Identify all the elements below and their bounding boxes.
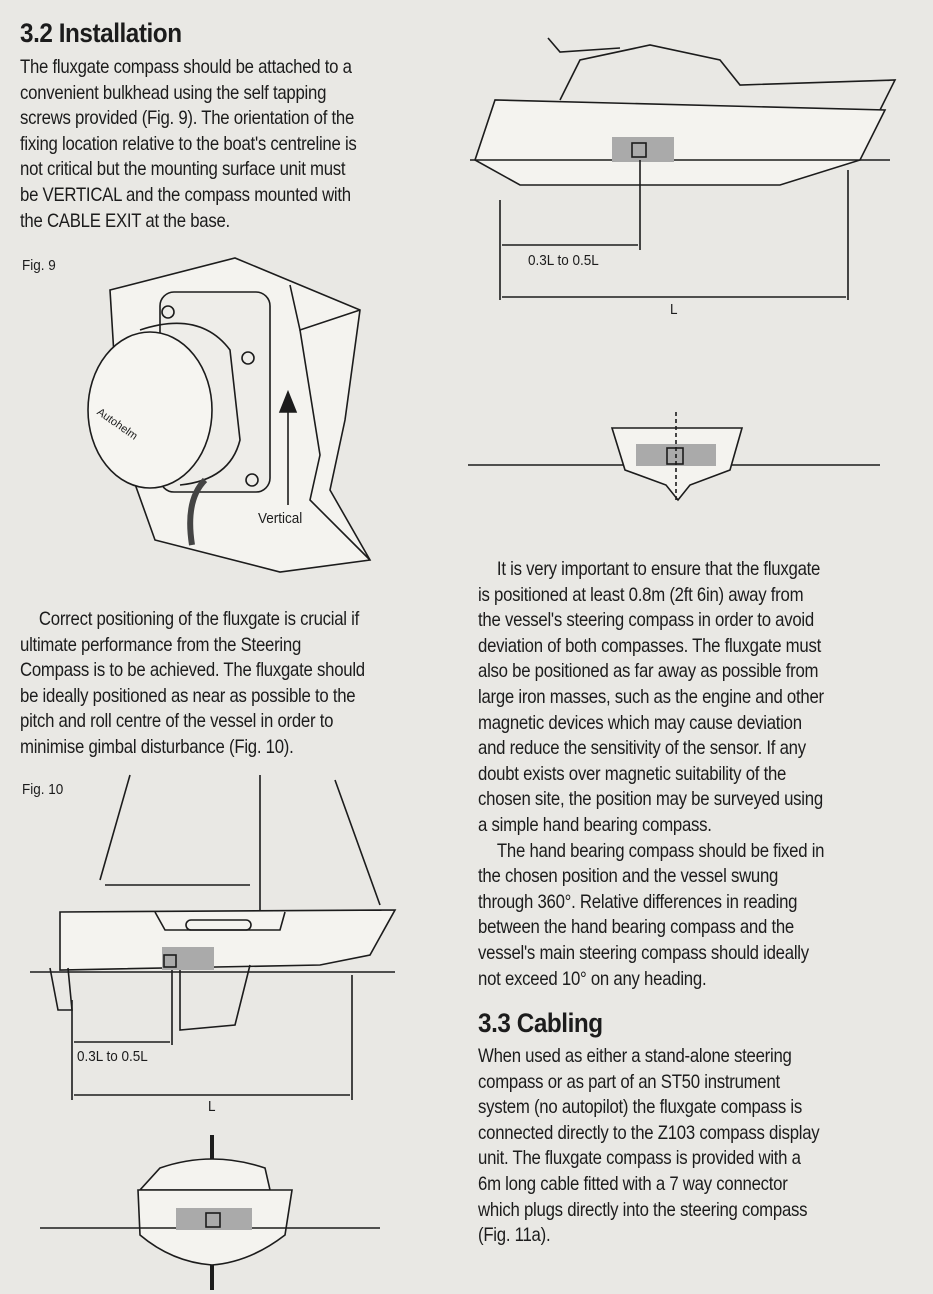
- powerboat-dimension-short: 0.3L to 0.5L: [528, 252, 599, 269]
- text-line: doubt exists over magnetic suitability of the: [478, 762, 787, 785]
- powerboat-section-drawing: [468, 412, 880, 500]
- fig9-fluxgate-compass-drawing: [88, 258, 370, 572]
- powerboat-dimension-long: L: [670, 301, 678, 318]
- installation-paragraph: [20, 55, 357, 234]
- vertical-label: Vertical: [258, 510, 303, 527]
- section-heading-installation: 3.2 Installation: [20, 18, 182, 48]
- compass-brand-label: Autohelm: [94, 406, 140, 443]
- text-line: (Fig. 11a).: [478, 1224, 551, 1247]
- text-line: convenient bulkhead using the self tapping: [20, 81, 327, 104]
- fig10-dimension-short: 0.3L to 0.5L: [77, 1048, 148, 1065]
- text-line: magnetic devices which may cause deviation: [478, 711, 802, 734]
- fig10-dimension-long: L: [208, 1098, 216, 1115]
- text-line: unit. The fluxgate compass is provided with a: [478, 1147, 801, 1170]
- text-line: vessel's main steering compass should ideally: [478, 941, 809, 964]
- text-line: not exceed 10° on any heading.: [478, 967, 707, 990]
- fig9-caption: Fig. 9: [22, 257, 56, 274]
- text-line: the chosen position and the vessel swung: [478, 865, 779, 888]
- text-line: and reduce the sensitivity of the sensor. If any: [478, 737, 806, 760]
- separation-paragraph: [478, 557, 824, 992]
- text-line: also be positioned as far away as possible from: [478, 660, 819, 683]
- text-line: a simple hand bearing compass.: [478, 813, 712, 836]
- text-line: which plugs directly into the steering compass: [478, 1198, 808, 1221]
- text-line: 6m long cable fitted with a 7 way connector: [478, 1172, 788, 1195]
- text-line: is positioned at least 0.8m (2ft 6in) away from: [478, 583, 804, 606]
- text-line: It is very important to ensure that the fluxgate: [496, 558, 821, 580]
- cabling-paragraph: [478, 1044, 819, 1249]
- text-line: The fluxgate compass should be attached to a: [20, 56, 352, 78]
- text-line: The hand bearing compass should be fixed in: [496, 839, 825, 862]
- text-line: through 360°. Relative differences in reading: [478, 890, 798, 913]
- text-line: connected directly to the Z103 compass display: [478, 1121, 820, 1144]
- text-line: system (no autopilot) the fluxgate compass is: [478, 1096, 802, 1119]
- sailboat-section-drawing: [40, 1135, 380, 1290]
- text-line: deviation of both compasses. The fluxgate must: [478, 634, 821, 657]
- text-line: pitch and roll centre of the vessel in order to: [20, 710, 334, 733]
- text-line: be ideally positioned as near as possible to the: [20, 684, 356, 707]
- text-line: not critical but the mounting surface unit must: [20, 158, 346, 181]
- text-line: the CABLE EXIT at the base.: [20, 209, 230, 232]
- text-line: large iron masses, such as the engine and other: [478, 685, 824, 708]
- fig10-caption: Fig. 10: [22, 781, 64, 798]
- section-heading-cabling: 3.3 Cabling: [478, 1008, 603, 1038]
- text-line: fixing location relative to the boat's centreline is: [20, 132, 357, 155]
- text-line: When used as either a stand-alone steering: [478, 1045, 792, 1067]
- text-line: chosen site, the position may be surveyed using: [478, 788, 823, 811]
- text-line: Correct positioning of the fluxgate is crucial if: [38, 608, 360, 630]
- text-line: between the hand bearing compass and the: [478, 916, 795, 939]
- positioning-paragraph: [20, 607, 365, 761]
- text-line: minimise gimbal disturbance (Fig. 10).: [20, 735, 294, 758]
- text-line: be VERTICAL and the compass mounted with: [20, 183, 351, 206]
- text-line: screws provided (Fig. 9). The orientation of the: [20, 107, 355, 130]
- text-line: Compass is to be achieved. The fluxgate should: [20, 659, 365, 682]
- text-line: the vessel's steering compass in order to avoid: [478, 609, 814, 632]
- text-line: compass or as part of an ST50 instrument: [478, 1070, 780, 1093]
- text-line: ultimate performance from the Steering: [20, 633, 302, 656]
